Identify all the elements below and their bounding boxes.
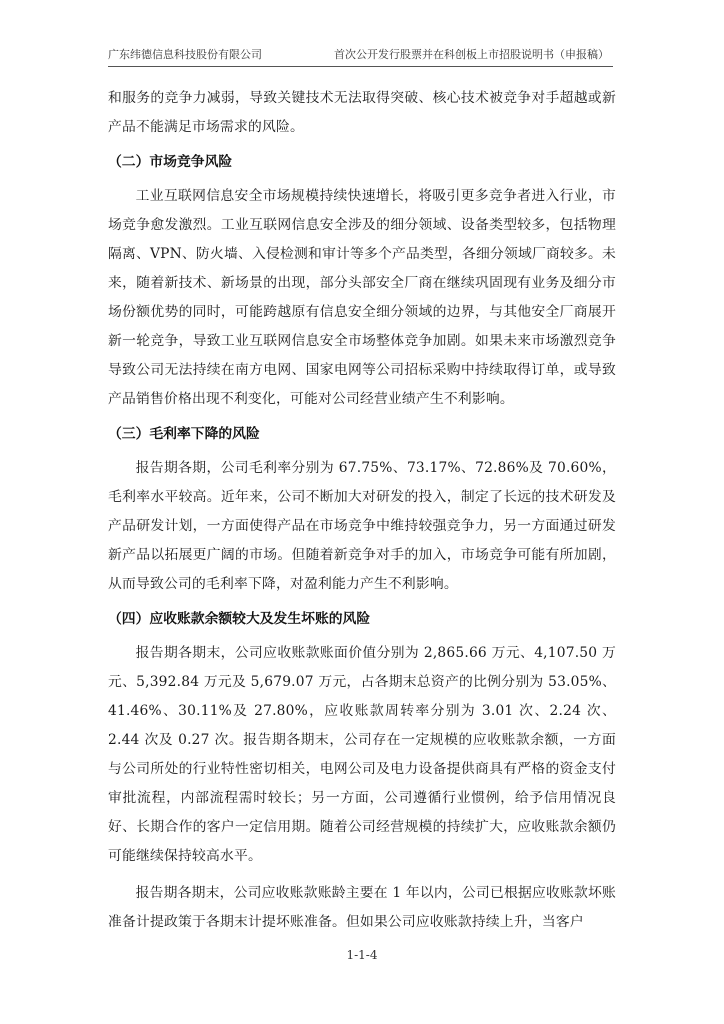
gross-margin-paragraph: 报告期各期，公司毛利率分别为 67.75%、73.17%、72.86%及 70.60%，毛利率水平较高。近年来，公司不断加大对研发的投入，制定了长远的技术研发及产品研发计划，一方面使得产品在市场竞争中维持较强竞争力，另一方面通过研发新产品以拓展更广阔的市场。但随着新竞争对手的加入，市场竞争可能有所加剧，从而导致公司的毛利率下降，对盈利能力产生不利影响。 [108,460,616,592]
section-heading-gross-margin: （三）毛利率下降的风险 [108,426,260,442]
continuation-paragraph: 和服务的竞争力减弱，导致关键技术无法取得突破、核心技术被竞争对手超越或新产品不能满足市场需求的风险。 [108,90,616,135]
receivables-paragraph-1: 报告期各期末，公司应收账款账面价值分别为 2,865.66 万元、4,107.50 万元、5,392.84 万元及 5,679.07 万元，占各期末总资产的比例分别为 53.05%、41.46%、30.11%及 27.80%，应收账款周转率分别为 3.01 次、2.24 次、2.44 次及 0.27 次。报告期各期末，公司存在一定规模的应收账款余额，一方面与公司所处的行业特性密切相关，电网公司及电力设备提供商具有严格的资金支付审批流程，内部流程需时较长；另一方面，公司遵循行业惯例，给予信用情况良好、长期合作的客户一定信用期。随着公司经营规模的持续扩大，应收账款余额仍可能继续保持较高水平。 [108,645,616,864]
page-header [108,46,613,67]
receivables-paragraph-2: 报告期各期末，公司应收账款账龄主要在 1 年以内，公司已根据应收账款坏账准备计提政策于各期末计提坏账准备。但如果公司应收账款持续上升，当客户 [108,885,616,930]
section-heading-receivables: （四）应收账款余额较大及发生坏账的风险 [108,611,371,627]
header-company: 广东纬德信息科技股份有限公司 [108,48,262,61]
document-body [108,84,616,937]
page-number: 1-1-4 [346,948,378,962]
market-competition-paragraph: 工业互联网信息安全市场规模持续快速增长，将吸引更多竞争者进入行业，市场竞争愈发激烈。工业互联网信息安全涉及的细分领域、设备类型较多，包括物理隔离、VPN、防火墙、入侵检测和审计等多个产品类型，各细分领域厂商较多。未来，随着新技术、新场景的出现，部分头部安全厂商在继续巩固现有业务及细分市场份额优势的同时，可能跨越原有信息安全细分领域的边界，与其他安全厂商展开新一轮竞争，导致工业互联网信息安全市场整体竞争加剧。如果未来市场激烈竞争导致公司无法持续在南方电网、国家电网等公司招标采购中持续取得订单，或导致产品销售价格出现不利变化，可能对公司经营业绩产生不利影响。 [108,188,616,407]
section-heading-market-competition: （二）市场竞争风险 [108,154,233,170]
header-doc-title: 首次公开发行股票并在科创板上市招股说明书（申报稿） [334,48,609,61]
